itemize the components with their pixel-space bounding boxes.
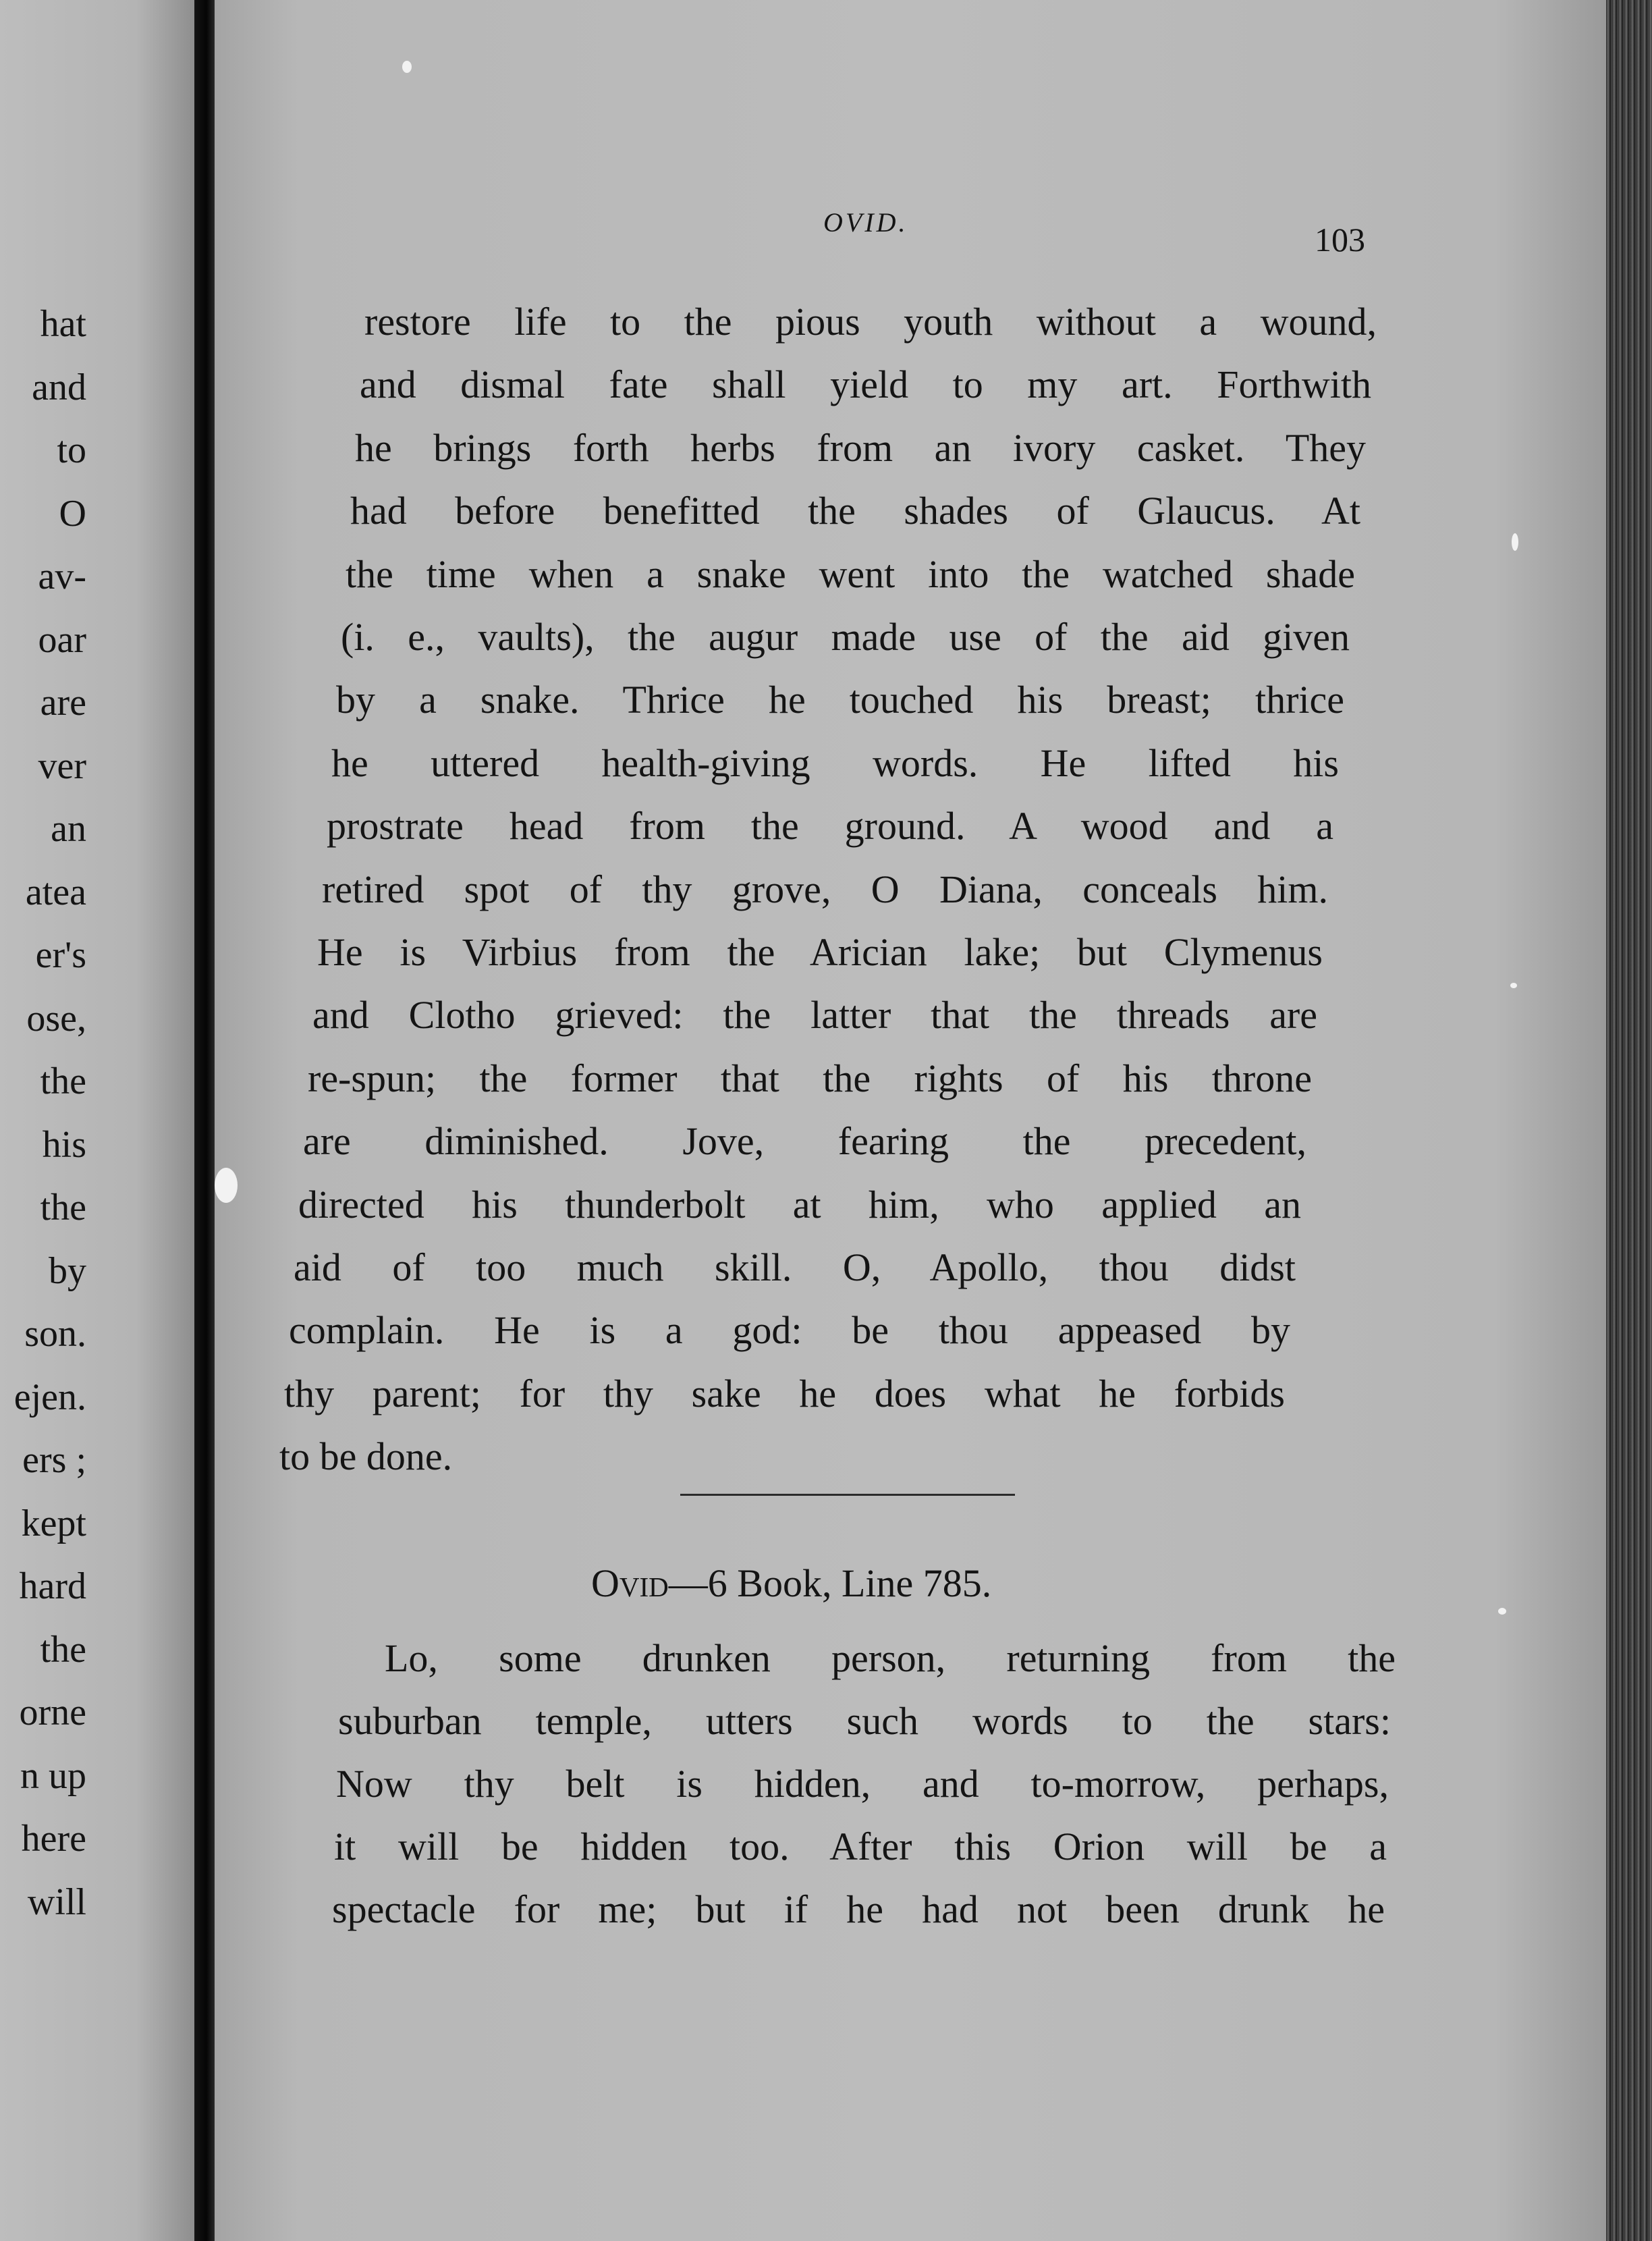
- left-page-line: by: [49, 1249, 86, 1292]
- right-page: [215, 0, 1606, 2241]
- body-line: thy parent; for thy sake he does what he forbids: [284, 1371, 1285, 1415]
- section-heading: [591, 1561, 991, 1606]
- body-line: and dismal fate shall yield to my art. Forthwith: [360, 362, 1371, 407]
- left-page-line: and: [32, 366, 86, 408]
- left-page-line: hat: [40, 303, 86, 345]
- section-heading-rest: —6 Book, Line 785.: [668, 1561, 992, 1605]
- body-line: and Clotho grieved: the latter that the threads are: [312, 993, 1317, 1037]
- section-line: spectacle for me; but if he had not been drunk he: [332, 1887, 1385, 1931]
- left-page-line: ver: [38, 745, 86, 787]
- left-page-line: his: [42, 1123, 86, 1166]
- dust-speck: [1498, 1608, 1506, 1615]
- dust-speck: [1510, 983, 1517, 988]
- body-line: re-spun; the former that the rights of his throne: [308, 1056, 1312, 1100]
- body-line: directed his thunderbolt at him, who applied an: [298, 1182, 1301, 1226]
- left-page-line: O: [59, 492, 86, 535]
- body-line: to be done.: [279, 1434, 453, 1479]
- left-page-line: er's: [35, 934, 86, 976]
- body-line: aid of too much skill. O, Apollo, thou didst: [294, 1245, 1296, 1289]
- left-page-line: here: [21, 1818, 86, 1860]
- section-divider: [680, 1494, 1015, 1496]
- left-page-line: ose,: [26, 997, 86, 1040]
- body-line: complain. He is a god: be thou appeased by: [289, 1308, 1290, 1353]
- book-gutter: [194, 0, 215, 2241]
- left-page-line: the: [40, 1187, 86, 1228]
- page-number: 103: [1315, 221, 1365, 259]
- body-line: had before benefitted the shades of Glaucus. At: [350, 489, 1360, 533]
- dust-speck: [402, 61, 412, 73]
- left-page-line: oar: [38, 618, 86, 661]
- body-line: he uttered health-giving words. He lifted his: [331, 740, 1339, 785]
- left-facing-page: [0, 0, 194, 2241]
- body-line: by a snake. Thrice he touched his breast; thrice: [336, 678, 1344, 722]
- left-page-line: an: [51, 808, 86, 850]
- section-line: it will be hidden too. After this Orion will be a: [334, 1825, 1387, 1868]
- left-page-line: ers ;: [22, 1439, 86, 1481]
- left-page-line: will: [27, 1881, 86, 1923]
- left-page-line: the: [40, 1060, 86, 1102]
- left-page-line: to: [57, 429, 86, 471]
- left-page-line: are: [40, 682, 86, 724]
- body-line: (i. e., vaults), the augur made use of the aid given: [341, 615, 1350, 659]
- left-page-line: the: [40, 1628, 86, 1671]
- section-heading-name: Ovid: [591, 1561, 669, 1605]
- section-line: Lo, some drunken person, returning from the: [385, 1636, 1396, 1680]
- dust-speck: [1512, 533, 1518, 551]
- section-line: suburban temple, utters such words to the stars:: [338, 1699, 1391, 1743]
- left-page-line: atea: [25, 871, 86, 913]
- body-line: prostrate head from the ground. A wood and a: [327, 804, 1333, 848]
- body-line: He is Virbius from the Arician lake; but Clymenus: [317, 930, 1323, 974]
- dust-speck: [215, 1168, 238, 1203]
- left-page-line: av-: [38, 556, 86, 597]
- body-line: restore life to the pious youth without a wound,: [364, 300, 1377, 344]
- running-title: OVID.: [823, 207, 908, 238]
- page-edges: [1606, 0, 1652, 2241]
- body-line: retired spot of thy grove, O Diana, conceals him.: [322, 867, 1328, 911]
- left-page-line: orne: [19, 1692, 86, 1733]
- body-line: he brings forth herbs from an ivory casket. They: [355, 425, 1366, 470]
- left-page-line: kept: [21, 1502, 86, 1544]
- left-page-line: son.: [24, 1313, 86, 1355]
- left-page-line: hard: [19, 1565, 86, 1607]
- body-line: the time when a snake went into the watched shade: [346, 551, 1355, 596]
- left-page-line: ejen.: [13, 1376, 86, 1418]
- section-line: Now thy belt is hidden, and to-morrow, perhaps,: [336, 1762, 1389, 1806]
- left-page-line: n up: [20, 1754, 86, 1797]
- body-line: are diminished. Jove, fearing the precedent,: [303, 1119, 1306, 1164]
